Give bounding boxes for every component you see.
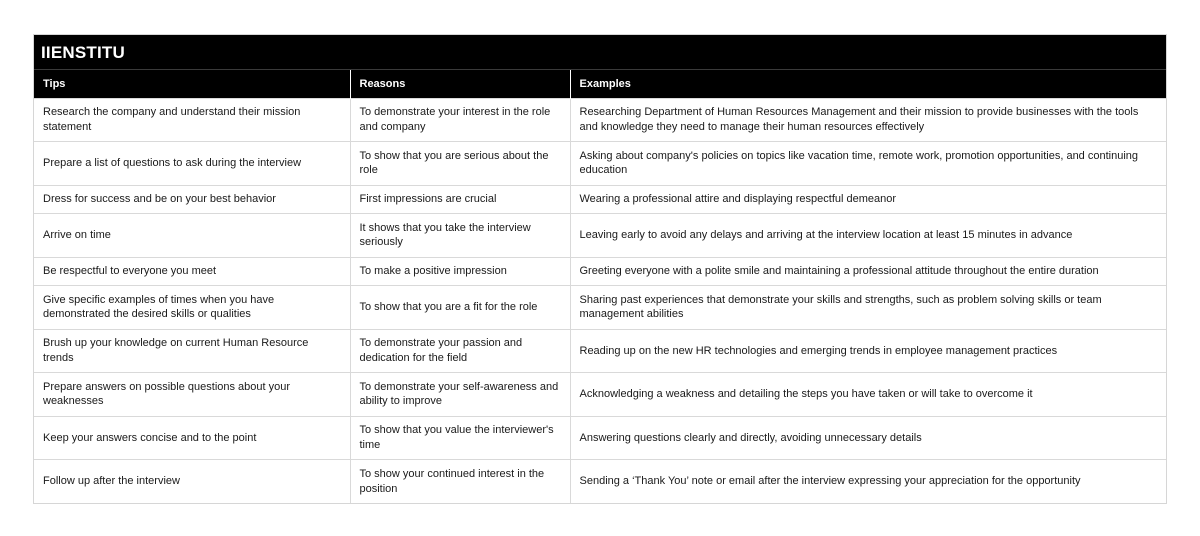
- example-cell: Greeting everyone with a polite smile and maintaining a professional attitude throughout the entire duration: [570, 257, 1166, 286]
- table-row: [34, 460, 1166, 504]
- tip-cell: Prepare a list of questions to ask during the interview: [34, 142, 350, 186]
- example-cell: Sharing past experiences that demonstrate your skills and strengths, such as problem solving skills or team management abilities: [570, 286, 1166, 330]
- table-row: [34, 373, 1166, 417]
- brand-title: IIENSTITU: [34, 35, 1166, 70]
- table-row: [34, 142, 1166, 186]
- table-row: [34, 416, 1166, 460]
- example-cell: Researching Department of Human Resources Management and their mission to provide businesses with the tools and knowledge they need to manage their human resources effectively: [570, 98, 1166, 142]
- table-row: [34, 185, 1166, 214]
- reason-cell: To show your continued interest in the position: [350, 460, 570, 504]
- example-cell: Reading up on the new HR technologies and emerging trends in employee management practices: [570, 329, 1166, 373]
- table-row: [34, 286, 1166, 330]
- example-cell: Sending a ‘Thank You’ note or email after the interview expressing your appreciation for the opportunity: [570, 460, 1166, 504]
- column-header-tips: Tips: [34, 70, 350, 98]
- example-cell: Wearing a professional attire and displaying respectful demeanor: [570, 185, 1166, 214]
- tip-cell: Be respectful to everyone you meet: [34, 257, 350, 286]
- tip-cell: Prepare answers on possible questions about your weaknesses: [34, 373, 350, 417]
- tip-cell: Brush up your knowledge on current Human Resource trends: [34, 329, 350, 373]
- example-cell: Acknowledging a weakness and detailing the steps you have taken or will take to overcome it: [570, 373, 1166, 417]
- tip-cell: Follow up after the interview: [34, 460, 350, 504]
- table-header-row: [34, 70, 1166, 98]
- table-row: [34, 98, 1166, 142]
- example-cell: Asking about company's policies on topics like vacation time, remote work, promotion opportunities, and continuing education: [570, 142, 1166, 186]
- table-row: [34, 329, 1166, 373]
- example-cell: Answering questions clearly and directly, avoiding unnecessary details: [570, 416, 1166, 460]
- reason-cell: To demonstrate your interest in the role and company: [350, 98, 570, 142]
- tip-cell: Keep your answers concise and to the point: [34, 416, 350, 460]
- table-row: [34, 214, 1166, 258]
- tip-cell: Give specific examples of times when you have demonstrated the desired skills or qualities: [34, 286, 350, 330]
- reason-cell: It shows that you take the interview seriously: [350, 214, 570, 258]
- tips-table-container: [33, 34, 1167, 504]
- tip-cell: Dress for success and be on your best behavior: [34, 185, 350, 214]
- example-cell: Leaving early to avoid any delays and arriving at the interview location at least 15 minutes in advance: [570, 214, 1166, 258]
- reason-cell: To show that you are a fit for the role: [350, 286, 570, 330]
- column-header-reasons: Reasons: [350, 70, 570, 98]
- reason-cell: To demonstrate your self-awareness and ability to improve: [350, 373, 570, 417]
- reason-cell: To make a positive impression: [350, 257, 570, 286]
- table-row: [34, 257, 1166, 286]
- reason-cell: To show that you are serious about the role: [350, 142, 570, 186]
- column-header-examples: Examples: [570, 70, 1166, 98]
- reason-cell: To demonstrate your passion and dedication for the field: [350, 329, 570, 373]
- reason-cell: To show that you value the interviewer's time: [350, 416, 570, 460]
- tip-cell: Arrive on time: [34, 214, 350, 258]
- tip-cell: Research the company and understand their mission statement: [34, 98, 350, 142]
- reason-cell: First impressions are crucial: [350, 185, 570, 214]
- interview-tips-table: [34, 70, 1166, 503]
